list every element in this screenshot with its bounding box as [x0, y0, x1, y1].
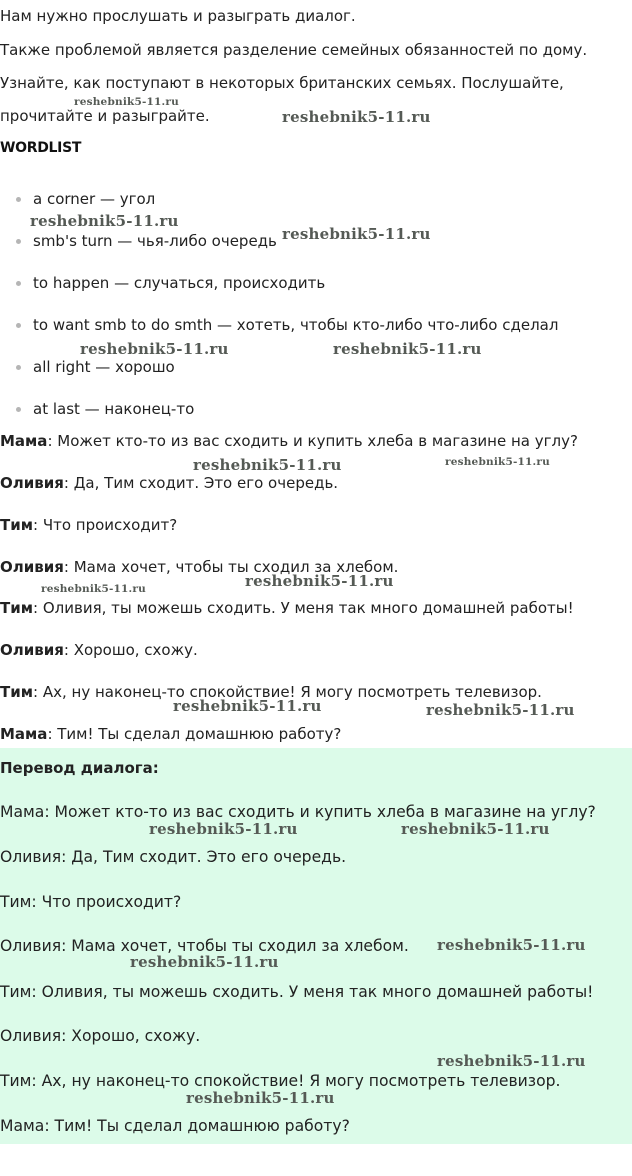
watermark: reshebnik5-11.ru [74, 96, 179, 108]
watermark: reshebnik5-11.ru [437, 936, 586, 954]
speaker-name: Оливия [0, 558, 64, 576]
intro-line-2: Также проблемой является разделение семейных обязанностей по дому. [0, 41, 588, 59]
intro-line-3b: прочитайте и разыграйте. [0, 107, 210, 125]
dialog-text: : Оливия, ты можешь сходить. У меня так много домашней работы! [33, 599, 574, 617]
bullet-icon [16, 365, 21, 370]
dialog-text: : Что происходит? [33, 516, 178, 534]
dialog-line [0, 473, 338, 493]
bullet-icon [16, 197, 21, 202]
dialog-line [0, 598, 574, 618]
translation-line: Оливия: Да, Тим сходит. Это его очередь. [0, 848, 347, 866]
watermark: reshebnik5-11.ru [282, 108, 431, 126]
bullet-icon [16, 323, 21, 328]
dialog-line [0, 431, 578, 451]
speaker-name: Тим [0, 599, 34, 617]
watermark: reshebnik5-11.ru [437, 1052, 586, 1070]
watermark: reshebnik5-11.ru [401, 820, 550, 838]
translation-title-colon: : [152, 759, 159, 777]
dialog-line [0, 724, 341, 744]
wordlist-item: a corner — угол [33, 190, 156, 208]
wordlist-item: at last — наконец-то [33, 400, 195, 418]
translation-title-text: Перевод диалога [0, 759, 153, 777]
watermark: reshebnik5-11.ru [173, 697, 322, 715]
dialog-text: : Мама хочет, чтобы ты сходил за хлебом. [63, 558, 399, 576]
watermark: reshebnik5-11.ru [193, 456, 342, 474]
watermark: reshebnik5-11.ru [130, 953, 279, 971]
translation-line: Оливия: Мама хочет, чтобы ты сходил за хлебом. [0, 937, 409, 955]
translation-title [0, 758, 159, 778]
dialog-text: : Ах, ну наконец-то спокойствие! Я могу посмотреть телевизор. [33, 683, 542, 701]
watermark: reshebnik5-11.ru [149, 820, 298, 838]
bullet-icon [16, 407, 21, 412]
translation-line: Мама: Может кто-то из вас сходить и купить хлеба в магазине на углу? [0, 803, 596, 821]
wordlist-item: smb's turn — чья-либо очередь [33, 232, 277, 250]
dialog-line [0, 515, 177, 535]
speaker-name: Оливия [0, 641, 64, 659]
wordlist-title: WORDLIST [0, 140, 82, 156]
watermark: reshebnik5-11.ru [41, 583, 146, 595]
dialog-text: : Может кто-то из вас сходить и купить хлеба в магазине на углу? [47, 432, 578, 450]
speaker-name: Тим [0, 516, 34, 534]
translation-line: Тим: Что происходит? [0, 893, 182, 911]
watermark: reshebnik5-11.ru [426, 701, 575, 719]
translation-line: Тим: Оливия, ты можешь сходить. У меня так много домашней работы! [0, 983, 594, 1001]
dialog-text: : Хорошо, схожу. [63, 641, 198, 659]
watermark: reshebnik5-11.ru [282, 225, 431, 243]
bullet-icon [16, 281, 21, 286]
wordlist-item: all right — хорошо [33, 358, 175, 376]
watermark: reshebnik5-11.ru [186, 1089, 335, 1107]
watermark: reshebnik5-11.ru [30, 212, 179, 230]
wordlist-item: to happen — случаться, происходить [33, 274, 326, 292]
watermark: reshebnik5-11.ru [333, 340, 482, 358]
dialog-text: : Тим! Ты сделал домашнюю работу? [47, 725, 342, 743]
watermark: reshebnik5-11.ru [245, 572, 394, 590]
speaker-name: Оливия [0, 474, 64, 492]
speaker-name: Мама [0, 725, 48, 743]
dialog-text: : Да, Тим сходит. Это его очередь. [63, 474, 339, 492]
intro-line-3a: Узнайте, как поступают в некоторых британских семьях. Послушайте, [0, 74, 564, 92]
dialog-line [0, 640, 198, 660]
translation-line: Мама: Тим! Ты сделал домашнюю работу? [0, 1117, 350, 1135]
speaker-name: Мама [0, 432, 48, 450]
wordlist-item: to want smb to do smth — хотеть, чтобы кто-либо что-либо сделал [33, 316, 559, 334]
watermark: reshebnik5-11.ru [80, 340, 229, 358]
watermark: reshebnik5-11.ru [445, 456, 550, 468]
intro-line-1: Нам нужно прослушать и разыграть диалог. [0, 7, 356, 25]
speaker-name: Тим [0, 683, 34, 701]
translation-line: Оливия: Хорошо, схожу. [0, 1027, 201, 1045]
bullet-icon [16, 239, 21, 244]
translation-line: Тим: Ах, ну наконец-то спокойствие! Я могу посмотреть телевизор. [0, 1072, 561, 1090]
